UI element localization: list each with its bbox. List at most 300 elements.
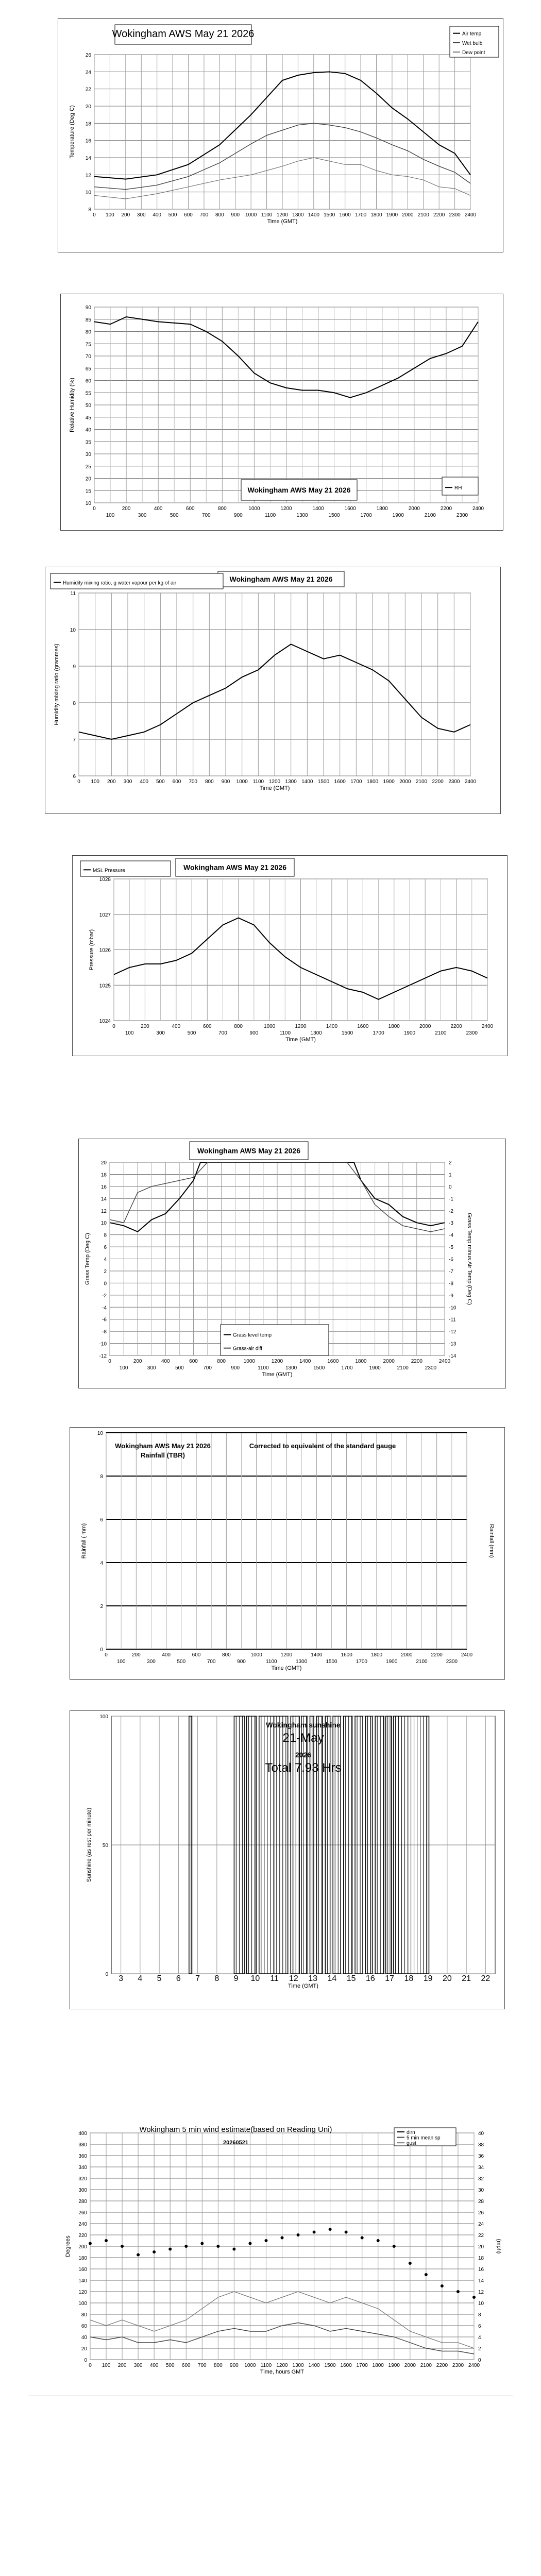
x-tick-label: 300 bbox=[147, 1365, 156, 1371]
x-tick-label: 1100 bbox=[264, 513, 276, 518]
y-tick-label: 380 bbox=[78, 2142, 87, 2148]
x-tick-label: 900 bbox=[234, 513, 243, 518]
y-tick-label: 200 bbox=[78, 2244, 87, 2250]
x-tick-label: 1900 bbox=[386, 212, 398, 218]
y-tick-label: -10 bbox=[99, 1341, 107, 1347]
y-tick-label: 1028 bbox=[99, 877, 111, 883]
y-tick-label: -6 bbox=[102, 1317, 107, 1323]
y2-tick-label: -5 bbox=[449, 1245, 453, 1251]
x-tick-label: 1600 bbox=[341, 1652, 352, 1658]
chart-title: Wokingham AWS May 21 2026 bbox=[183, 863, 286, 872]
y-tick-label: 300 bbox=[78, 2188, 87, 2193]
y-tick-label: 2 bbox=[104, 1268, 107, 1275]
x-tick-label: 2000 bbox=[399, 779, 411, 785]
x-tick-label: 1400 bbox=[308, 2363, 320, 2368]
x-tick-label: 1400 bbox=[326, 1024, 338, 1029]
x-tick-label: 800 bbox=[217, 506, 227, 512]
legend-label: 5 min mean sp bbox=[407, 2135, 441, 2141]
x-tick-label: 1400 bbox=[312, 506, 324, 512]
y2-tick-label: -1 bbox=[449, 1196, 453, 1202]
x-tick-label: 2200 bbox=[436, 2363, 448, 2368]
y-tick-label: 25 bbox=[85, 464, 91, 470]
x-tick-label: 300 bbox=[133, 2363, 143, 2368]
y-tick-label: 14 bbox=[85, 156, 91, 161]
y-tick-label: 20 bbox=[85, 476, 91, 482]
x-tick-label: 800 bbox=[222, 1652, 231, 1658]
x-tick-label: 400 bbox=[162, 1652, 171, 1658]
x-tick-label: 0 bbox=[77, 779, 80, 785]
chart-note: Corrected to equivalent of the standard gauge bbox=[249, 1442, 396, 1450]
x-tick-label: 1700 bbox=[341, 1365, 353, 1371]
x-tick-label: 300 bbox=[138, 513, 147, 518]
chart-title: Wokingham AWS May 21 2026 bbox=[115, 1442, 211, 1450]
chart-panel-temperature bbox=[58, 18, 503, 252]
data-point bbox=[361, 2236, 364, 2240]
x-tick-label: 300 bbox=[147, 1659, 156, 1665]
x-tick-label: 1200 bbox=[271, 1359, 283, 1364]
data-point bbox=[281, 2236, 284, 2240]
y2-tick-label: 10 bbox=[478, 2301, 484, 2307]
data-point bbox=[264, 2239, 267, 2242]
x-tick-label: 700 bbox=[207, 1659, 216, 1665]
y2-tick-label: 1 bbox=[449, 1172, 452, 1178]
x-tick-label: 1000 bbox=[244, 2363, 256, 2368]
x-tick-label: 0 bbox=[112, 1024, 115, 1029]
x-tick-label: 1200 bbox=[276, 212, 289, 218]
x-tick-label: 900 bbox=[231, 1365, 240, 1371]
y-tick-label: 30 bbox=[85, 452, 91, 457]
data-point bbox=[377, 2239, 380, 2242]
x-tick-label: 1300 bbox=[292, 2363, 304, 2368]
legend-label: Grass level temp bbox=[233, 1332, 272, 1338]
y-tick-label: 12 bbox=[100, 1208, 107, 1214]
data-point bbox=[345, 2231, 348, 2234]
x-tick-label: 1800 bbox=[388, 1024, 400, 1029]
x-tick-label: 0 bbox=[93, 212, 96, 218]
y-tick-label: 20 bbox=[85, 104, 91, 110]
y-tick-label: 10 bbox=[85, 190, 91, 196]
x-tick-label: 1000 bbox=[263, 1024, 276, 1029]
y2-tick-label: 14 bbox=[478, 2278, 484, 2284]
chart-subtitle: Rainfall (TBR) bbox=[141, 1451, 185, 1459]
x-tick-label: 2400 bbox=[468, 2363, 480, 2368]
chart-panel-mixing-ratio bbox=[45, 567, 501, 814]
y2-tick-label: 22 bbox=[478, 2233, 484, 2239]
chart-panel-pressure bbox=[72, 855, 508, 1056]
x-tick-label: 1600 bbox=[344, 506, 356, 512]
x-tick-label: 7 bbox=[195, 1974, 200, 1983]
y-axis-label: Relative Humidity (%) bbox=[69, 378, 75, 432]
x-tick-label: 700 bbox=[197, 2363, 207, 2368]
y-tick-label: 100 bbox=[99, 1714, 108, 1720]
x-tick-label: 1700 bbox=[350, 779, 362, 785]
x-tick-label: 200 bbox=[141, 1024, 149, 1029]
y-tick-label: -2 bbox=[102, 1293, 107, 1299]
x-tick-label: 2400 bbox=[461, 1652, 473, 1658]
chart-rainfall bbox=[70, 1428, 505, 1680]
chart-wind bbox=[64, 2125, 502, 2385]
y-tick-label: 24 bbox=[85, 70, 91, 76]
y-tick-label: 40 bbox=[85, 427, 91, 433]
x-tick-label: 100 bbox=[106, 513, 115, 518]
y-tick-label: 140 bbox=[78, 2278, 87, 2284]
y-tick-label: 2 bbox=[100, 1604, 103, 1609]
x-tick-label: 2100 bbox=[415, 779, 428, 785]
y-tick-label: 8 bbox=[88, 207, 91, 213]
x-tick-label: 100 bbox=[125, 1030, 134, 1036]
x-tick-label: 1400 bbox=[308, 212, 319, 218]
y2-tick-label: 32 bbox=[478, 2176, 484, 2182]
y-tick-label: 10 bbox=[100, 1221, 107, 1227]
chart-title: Wokingham 5 min wind estimate(based on Reading Uni) bbox=[139, 2125, 332, 2134]
x-tick-label: 4 bbox=[138, 1974, 143, 1983]
x-tick-label: 500 bbox=[175, 1365, 184, 1371]
x-tick-label: 6 bbox=[176, 1974, 181, 1983]
x-tick-label: 700 bbox=[203, 1365, 212, 1371]
x-axis-label: Time (GMT) bbox=[259, 785, 290, 791]
x-axis-label: Time (GMT) bbox=[271, 1665, 302, 1671]
legend-label: Dew point bbox=[462, 50, 485, 56]
y-tick-label: -12 bbox=[99, 1353, 107, 1359]
chart-panel-grass bbox=[78, 1139, 506, 1388]
y-tick-label: 18 bbox=[100, 1172, 107, 1178]
chart-title: Wokingham AWS May 21 2026 bbox=[112, 28, 255, 40]
x-tick-label: 2300 bbox=[425, 1365, 437, 1371]
y-tick-label: -4 bbox=[102, 1305, 107, 1311]
y2-tick-label: 28 bbox=[478, 2199, 484, 2205]
x-tick-label: 2100 bbox=[435, 1030, 447, 1036]
x-tick-label: 500 bbox=[156, 779, 165, 785]
x-tick-label: 1500 bbox=[317, 779, 330, 785]
x-tick-label: 1300 bbox=[296, 1659, 308, 1665]
y-tick-label: 1024 bbox=[99, 1019, 111, 1024]
x-tick-label: 2200 bbox=[411, 1359, 422, 1364]
x-tick-label: 700 bbox=[199, 212, 209, 218]
data-point bbox=[168, 2248, 172, 2251]
y-tick-label: 360 bbox=[78, 2154, 87, 2159]
y2-tick-label: 12 bbox=[478, 2290, 484, 2295]
y2-tick-label: 4 bbox=[478, 2335, 481, 2341]
data-point bbox=[425, 2273, 428, 2276]
x-tick-label: 900 bbox=[221, 779, 230, 785]
y-tick-label: 26 bbox=[85, 53, 91, 58]
y-tick-label: 180 bbox=[78, 2256, 87, 2261]
y-tick-label: 22 bbox=[85, 87, 91, 93]
legend-label: MSL Pressure bbox=[93, 868, 125, 874]
y2-tick-label: -2 bbox=[449, 1208, 453, 1214]
x-tick-label: 2100 bbox=[417, 212, 429, 218]
y2-tick-label: 20 bbox=[478, 2244, 484, 2250]
x-tick-label: 16 bbox=[365, 1974, 375, 1983]
legend-label: Grass-air diff bbox=[233, 1346, 263, 1352]
data-point bbox=[457, 2290, 460, 2293]
x-tick-label: 1600 bbox=[327, 1359, 339, 1364]
x-tick-label: 1900 bbox=[403, 1030, 416, 1036]
chart-pressure bbox=[73, 856, 508, 1057]
chart-title: Wokingham sunshine bbox=[266, 1721, 341, 1729]
x-tick-label: 1900 bbox=[369, 1365, 381, 1371]
x-tick-label: 300 bbox=[156, 1030, 165, 1036]
chart-grass bbox=[79, 1139, 506, 1389]
x-tick-label: 600 bbox=[185, 506, 195, 512]
y-tick-label: 280 bbox=[78, 2199, 87, 2205]
x-tick-label: 2000 bbox=[383, 1359, 395, 1364]
x-tick-label: 2200 bbox=[432, 779, 444, 785]
x-tick-label: 0 bbox=[93, 506, 96, 512]
y2-tick-label: -10 bbox=[449, 1305, 457, 1311]
x-tick-label: 21 bbox=[462, 1974, 471, 1983]
x-tick-label: 1800 bbox=[372, 2363, 384, 2368]
chart-title: Wokingham AWS May 21 2026 bbox=[229, 575, 333, 583]
y-axis-label: Grass Temp (Deg C) bbox=[84, 1233, 91, 1285]
x-tick-label: 1800 bbox=[355, 1359, 367, 1364]
y2-axis-label: Rainfall (mm) bbox=[488, 1524, 495, 1558]
x-tick-label: 1900 bbox=[386, 1659, 398, 1665]
chart-panel-wind bbox=[64, 2125, 502, 2385]
chart-panel-sunshine bbox=[70, 1710, 505, 2009]
y2-tick-label: -12 bbox=[449, 1329, 457, 1335]
chart-sunshine bbox=[70, 1711, 505, 2010]
y-tick-label: 0 bbox=[105, 1972, 108, 1977]
x-tick-label: 2400 bbox=[481, 1024, 494, 1029]
y-axis-label: Pressure (mbar) bbox=[89, 929, 95, 971]
x-tick-label: 2000 bbox=[404, 2363, 416, 2368]
x-tick-label: 100 bbox=[119, 1365, 128, 1371]
legend-label: Humidity mixing ratio, g water vapour per kg of air bbox=[63, 580, 177, 586]
data-point bbox=[248, 2242, 251, 2245]
y2-tick-label: 2 bbox=[449, 1160, 452, 1166]
y-axis-label: Temperature (Deg C) bbox=[69, 105, 75, 159]
x-tick-label: 1300 bbox=[296, 513, 308, 518]
x-tick-label: 0 bbox=[89, 2363, 92, 2368]
x-tick-label: 3 bbox=[119, 1974, 124, 1983]
x-tick-label: 400 bbox=[153, 212, 162, 218]
x-tick-label: 900 bbox=[249, 1030, 259, 1036]
y-tick-label: 240 bbox=[78, 2222, 87, 2227]
x-tick-label: 100 bbox=[102, 2363, 111, 2368]
y2-tick-label: 26 bbox=[478, 2210, 484, 2216]
y-tick-label: 6 bbox=[104, 1245, 107, 1251]
y2-tick-label: 0 bbox=[478, 2358, 481, 2363]
x-tick-label: 300 bbox=[123, 779, 132, 785]
x-tick-label: 0 bbox=[105, 1652, 108, 1658]
x-tick-label: 2000 bbox=[408, 506, 420, 512]
x-tick-label: 19 bbox=[423, 1974, 433, 1983]
x-tick-label: 1500 bbox=[313, 1365, 325, 1371]
x-tick-label: 500 bbox=[170, 513, 179, 518]
y2-tick-label: 30 bbox=[478, 2188, 484, 2193]
x-tick-label: 2000 bbox=[402, 212, 414, 218]
y-tick-label: 220 bbox=[78, 2233, 87, 2239]
x-tick-label: 600 bbox=[192, 1652, 201, 1658]
x-tick-label: 1200 bbox=[280, 1652, 293, 1658]
data-point bbox=[121, 2245, 124, 2248]
x-tick-label: 1800 bbox=[376, 506, 388, 512]
y-tick-label: 0 bbox=[104, 1281, 107, 1287]
y-tick-label: -8 bbox=[102, 1329, 107, 1335]
x-tick-label: 1800 bbox=[370, 1652, 383, 1658]
x-tick-label: 1100 bbox=[258, 1365, 269, 1371]
x-tick-label: 1700 bbox=[354, 212, 367, 218]
y-tick-label: 1025 bbox=[99, 983, 111, 989]
x-tick-label: 1400 bbox=[301, 779, 313, 785]
data-point bbox=[89, 2242, 92, 2245]
y-tick-label: 400 bbox=[78, 2131, 87, 2137]
x-tick-label: 200 bbox=[121, 212, 130, 218]
x-tick-label: 1800 bbox=[366, 779, 379, 785]
x-tick-label: 11 bbox=[270, 1974, 279, 1983]
x-tick-label: 700 bbox=[201, 513, 211, 518]
y-tick-label: 10 bbox=[70, 628, 76, 633]
x-tick-label: 800 bbox=[205, 779, 214, 785]
y2-tick-label: -7 bbox=[449, 1268, 453, 1275]
x-tick-label: 2100 bbox=[424, 513, 436, 518]
x-tick-label: 100 bbox=[91, 779, 100, 785]
x-tick-label: 200 bbox=[122, 506, 131, 512]
x-tick-label: 1100 bbox=[252, 779, 264, 785]
x-axis-label: Time, hours GMT bbox=[260, 2369, 305, 2375]
y-axis-label: Humidity mixing ratio (grammes) bbox=[54, 643, 60, 725]
x-tick-label: 1000 bbox=[236, 779, 248, 785]
x-tick-label: 1100 bbox=[279, 1030, 291, 1036]
y-tick-label: 9 bbox=[73, 664, 76, 670]
y2-tick-label: -3 bbox=[449, 1221, 453, 1227]
y2-tick-label: 36 bbox=[478, 2154, 484, 2159]
y-tick-label: 14 bbox=[100, 1196, 107, 1202]
x-tick-label: 400 bbox=[172, 1024, 181, 1029]
legend-label: Air temp bbox=[462, 31, 482, 37]
x-tick-label: 900 bbox=[230, 2363, 239, 2368]
data-point bbox=[441, 2284, 444, 2287]
y-tick-label: 340 bbox=[78, 2165, 87, 2171]
y2-axis-label: (mph) bbox=[496, 2239, 502, 2254]
y-tick-label: 120 bbox=[78, 2290, 87, 2295]
x-tick-label: 13 bbox=[308, 1974, 318, 1983]
chart-humidity bbox=[61, 294, 504, 531]
chart-title: Wokingham AWS May 21 2026 bbox=[197, 1146, 300, 1155]
x-tick-label: 0 bbox=[108, 1359, 111, 1364]
x-tick-label: 800 bbox=[217, 1359, 226, 1364]
x-tick-label: 1700 bbox=[356, 1659, 367, 1665]
y-tick-label: 15 bbox=[85, 488, 91, 495]
y-tick-label: 85 bbox=[85, 317, 91, 323]
x-tick-label: 10 bbox=[250, 1974, 260, 1983]
y-tick-label: 80 bbox=[85, 329, 91, 335]
data-point bbox=[200, 2242, 204, 2245]
chart-total: Total 7.93 Hrs bbox=[265, 1761, 342, 1775]
y2-tick-label: -9 bbox=[449, 1293, 453, 1299]
x-tick-label: 1600 bbox=[340, 2363, 352, 2368]
chart-temperature bbox=[58, 19, 504, 253]
chart-date: 21-May bbox=[282, 1731, 324, 1745]
y-tick-label: 10 bbox=[97, 1431, 103, 1436]
x-tick-label: 700 bbox=[189, 779, 198, 785]
y2-tick-label: 2 bbox=[478, 2346, 481, 2352]
x-tick-label: 800 bbox=[234, 1024, 243, 1029]
data-point bbox=[184, 2245, 188, 2248]
x-tick-label: 1900 bbox=[388, 2363, 400, 2368]
x-tick-label: 1000 bbox=[243, 1359, 255, 1364]
x-tick-label: 2200 bbox=[450, 1024, 462, 1029]
x-tick-label: 2300 bbox=[446, 1659, 458, 1665]
x-tick-label: 1500 bbox=[324, 212, 335, 218]
y-tick-label: 160 bbox=[78, 2267, 87, 2273]
x-tick-label: 12 bbox=[289, 1974, 298, 1983]
y-tick-label: 6 bbox=[100, 1517, 103, 1523]
y-tick-label: 50 bbox=[85, 403, 91, 409]
y2-axis-label: Grass Temp minus Air Temp (Deg C) bbox=[466, 1213, 472, 1305]
x-tick-label: 1400 bbox=[311, 1652, 323, 1658]
y2-tick-label: 0 bbox=[449, 1184, 452, 1190]
y-axis-label: Degrees bbox=[65, 2235, 71, 2257]
y-axis-label: Sunshine (as rest per minute) bbox=[86, 1807, 92, 1883]
data-point bbox=[105, 2239, 108, 2242]
data-point bbox=[232, 2248, 235, 2251]
x-tick-label: 2200 bbox=[431, 1652, 443, 1658]
y-tick-label: 7 bbox=[73, 737, 76, 743]
y-tick-label: 0 bbox=[100, 1647, 103, 1653]
y-tick-label: 0 bbox=[84, 2358, 87, 2363]
y-tick-label: 50 bbox=[102, 1843, 108, 1849]
y-tick-label: 75 bbox=[85, 342, 91, 348]
x-tick-label: 1100 bbox=[260, 2363, 272, 2368]
x-tick-label: 2300 bbox=[456, 513, 468, 518]
x-tick-label: 1600 bbox=[357, 1024, 369, 1029]
y-tick-label: 16 bbox=[85, 138, 91, 144]
x-tick-label: 1100 bbox=[266, 1659, 277, 1665]
y-tick-label: 70 bbox=[85, 354, 91, 360]
x-tick-label: 9 bbox=[233, 1974, 239, 1983]
y-tick-label: 20 bbox=[100, 1160, 107, 1166]
y-tick-label: 100 bbox=[78, 2301, 87, 2307]
y-tick-label: 16 bbox=[100, 1184, 107, 1190]
x-tick-label: 2400 bbox=[438, 1359, 451, 1364]
x-tick-label: 1700 bbox=[373, 1030, 384, 1036]
x-tick-label: 2100 bbox=[397, 1365, 409, 1371]
x-tick-label: 2400 bbox=[472, 506, 484, 512]
x-tick-label: 900 bbox=[231, 212, 240, 218]
x-tick-label: 600 bbox=[202, 1024, 212, 1029]
x-tick-label: 2300 bbox=[448, 779, 460, 785]
y-tick-label: 60 bbox=[85, 378, 91, 384]
chart-title: Wokingham AWS May 21 2026 bbox=[247, 486, 351, 494]
y-tick-label: 60 bbox=[81, 2324, 87, 2329]
x-axis-label: Time (GMT) bbox=[267, 218, 298, 225]
chart-date: 20260521 bbox=[223, 2140, 248, 2146]
x-tick-label: 1200 bbox=[268, 779, 281, 785]
y-tick-label: 4 bbox=[104, 1257, 107, 1263]
x-tick-label: 1600 bbox=[334, 779, 346, 785]
x-tick-label: 600 bbox=[181, 2363, 191, 2368]
x-tick-label: 400 bbox=[161, 1359, 170, 1364]
y-axis-label: Rainfall ( mm) bbox=[81, 1523, 87, 1559]
x-tick-label: 17 bbox=[385, 1974, 395, 1983]
x-tick-label: 100 bbox=[106, 212, 114, 218]
x-tick-label: 2100 bbox=[420, 2363, 432, 2368]
y-tick-label: 45 bbox=[85, 415, 91, 421]
x-tick-label: 600 bbox=[189, 1359, 198, 1364]
data-point bbox=[297, 2233, 300, 2236]
chart-year: 2026 bbox=[295, 1751, 312, 1759]
y-tick-label: 1027 bbox=[99, 912, 111, 918]
y-tick-label: 90 bbox=[85, 305, 91, 311]
x-tick-label: 14 bbox=[327, 1974, 337, 1983]
data-point bbox=[393, 2245, 396, 2248]
x-tick-label: 20 bbox=[442, 1974, 452, 1983]
x-tick-label: 15 bbox=[346, 1974, 356, 1983]
x-tick-label: 200 bbox=[131, 1652, 141, 1658]
x-tick-label: 2300 bbox=[452, 2363, 464, 2368]
